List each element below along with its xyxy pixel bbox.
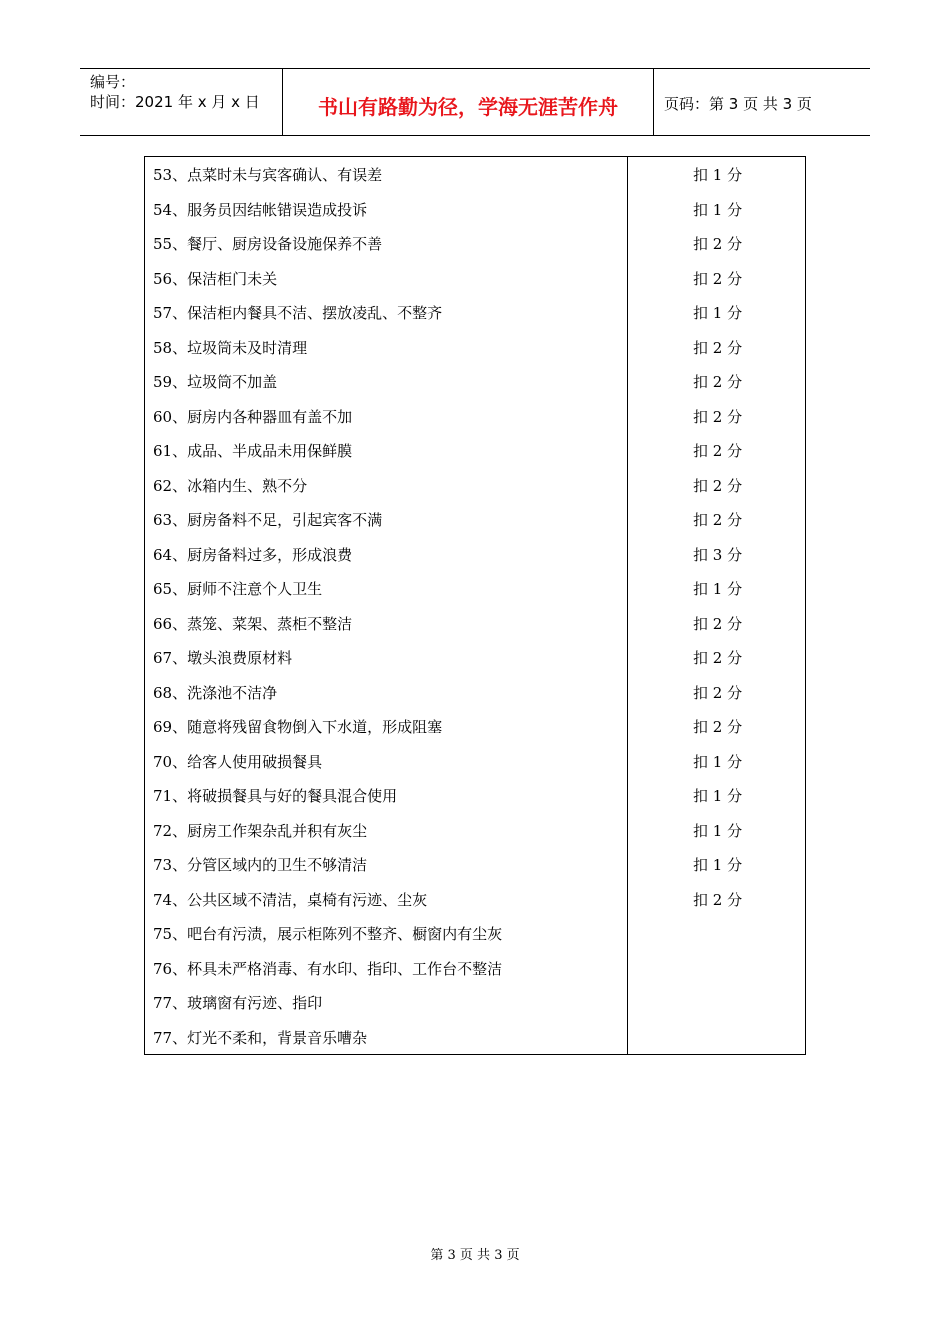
- table-row: [145, 779, 805, 814]
- row-item-text: 62、冰箱内生、熟不分: [153, 476, 308, 495]
- row-item-text: 60、厨房内各种器皿有盖不加: [153, 407, 353, 426]
- table-row: [145, 503, 805, 538]
- table-row: [145, 331, 805, 366]
- table-row: [145, 572, 805, 607]
- page-header: [80, 68, 870, 136]
- table-row: [145, 745, 805, 780]
- table-row: [145, 469, 805, 504]
- row-penalty: 扣 2 分: [693, 235, 743, 253]
- table-row: [145, 434, 805, 469]
- row-item-text: 58、垃圾筒未及时清理: [153, 338, 308, 357]
- table-row: [145, 296, 805, 331]
- row-item-text: 67、墩头浪费原材料: [153, 649, 293, 667]
- row-item-text: 68、洗涤池不洁净: [153, 683, 278, 702]
- table-row: [145, 986, 805, 1021]
- row-penalty: 扣 1 分: [693, 200, 743, 219]
- row-penalty: 扣 1 分: [693, 580, 743, 598]
- header-page-info: 页码：第 3 页 共 3 页: [664, 94, 812, 113]
- row-penalty: 扣 2 分: [693, 338, 743, 357]
- row-item-text: 73、分管区域内的卫生不够清洁: [153, 856, 368, 874]
- table-row: [145, 193, 805, 228]
- row-item-text: 56、保洁柜门未关: [153, 269, 278, 288]
- row-penalty: 扣 2 分: [693, 890, 743, 909]
- row-item-text: 75、吧台有污渍，展示柜陈列不整齐、橱窗内有尘灰: [153, 925, 503, 943]
- table-row: [145, 227, 805, 262]
- table-row: [145, 641, 805, 676]
- table-row: [145, 262, 805, 297]
- row-item-text: 74、公共区域不清洁，桌椅有污迹、尘灰: [153, 890, 428, 909]
- row-penalty: 扣 1 分: [693, 821, 743, 840]
- table-row: [145, 710, 805, 745]
- table-row: [145, 814, 805, 849]
- table-row: [145, 883, 805, 918]
- row-penalty: 扣 2 分: [693, 269, 743, 288]
- row-item-text: 61、成品、半成品未用保鲜膜: [153, 442, 353, 460]
- row-item-text: 53、点菜时未与宾客确认、有误差: [153, 166, 383, 184]
- row-item-text: 76、杯具未严格消毒、有水印、指印、工作台不整洁: [153, 959, 503, 978]
- row-penalty: 扣 2 分: [693, 683, 743, 702]
- header-meta: [80, 69, 282, 135]
- row-penalty: 扣 2 分: [693, 373, 743, 391]
- page-footer: 第 3 页 共 3 页: [430, 1248, 520, 1263]
- table-row: [145, 538, 805, 573]
- table-row: [145, 952, 805, 987]
- table-row: [145, 158, 805, 193]
- row-penalty: 扣 2 分: [693, 407, 743, 426]
- row-penalty: 扣 2 分: [693, 442, 743, 460]
- row-penalty: 扣 2 分: [693, 718, 743, 736]
- row-item-text: 65、厨师不注意个人卫生: [153, 580, 323, 598]
- row-penalty: 扣 2 分: [693, 614, 743, 633]
- row-penalty: 扣 1 分: [693, 752, 743, 771]
- penalty-table: [144, 156, 806, 1055]
- row-item-text: 64、厨房备料过多，形成浪费: [153, 545, 353, 564]
- row-penalty: 扣 1 分: [693, 166, 743, 184]
- row-penalty: 扣 1 分: [693, 304, 743, 322]
- number-label: 编号：: [90, 73, 136, 91]
- row-item-text: 71、将破损餐具与好的餐具混合使用: [153, 787, 398, 805]
- row-item-text: 77、灯光不柔和，背景音乐嘈杂: [153, 1028, 368, 1047]
- table-row: [145, 676, 805, 711]
- row-item-text: 54、服务员因结帐错误造成投诉: [153, 200, 368, 219]
- row-item-text: 66、蒸笼、菜架、蒸柜不整洁: [153, 614, 353, 633]
- table-row: [145, 1021, 805, 1056]
- table-rows: [145, 157, 805, 1055]
- row-item-text: 59、垃圾筒不加盖: [153, 373, 278, 391]
- row-penalty: 扣 1 分: [693, 856, 743, 874]
- time-label: 时间：2021 年 x 月 x 日: [90, 93, 260, 111]
- row-penalty: 扣 3 分: [693, 545, 743, 564]
- row-penalty: 扣 2 分: [693, 649, 743, 667]
- row-item-text: 77、玻璃窗有污迹、指印: [153, 994, 323, 1012]
- row-item-text: 70、给客人使用破损餐具: [153, 752, 323, 771]
- row-item-text: 69、随意将残留食物倒入下水道，形成阻塞: [153, 718, 443, 736]
- row-penalty: 扣 2 分: [693, 511, 743, 529]
- table-row: [145, 607, 805, 642]
- table-row: [145, 365, 805, 400]
- table-row: [145, 917, 805, 952]
- table-row: [145, 400, 805, 435]
- header-motto: 书山有路勤为径，学海无涯苦作舟: [282, 69, 654, 135]
- row-penalty: 扣 2 分: [693, 476, 743, 495]
- row-item-text: 57、保洁柜内餐具不洁、摆放凌乱、不整齐: [153, 304, 443, 322]
- row-item-text: 72、厨房工作架杂乱并积有灰尘: [153, 821, 368, 840]
- row-penalty: 扣 1 分: [693, 787, 743, 805]
- row-item-text: 63、厨房备料不足，引起宾客不满: [153, 511, 383, 529]
- row-item-text: 55、餐厅、厨房设备设施保养不善: [153, 235, 383, 253]
- table-row: [145, 848, 805, 883]
